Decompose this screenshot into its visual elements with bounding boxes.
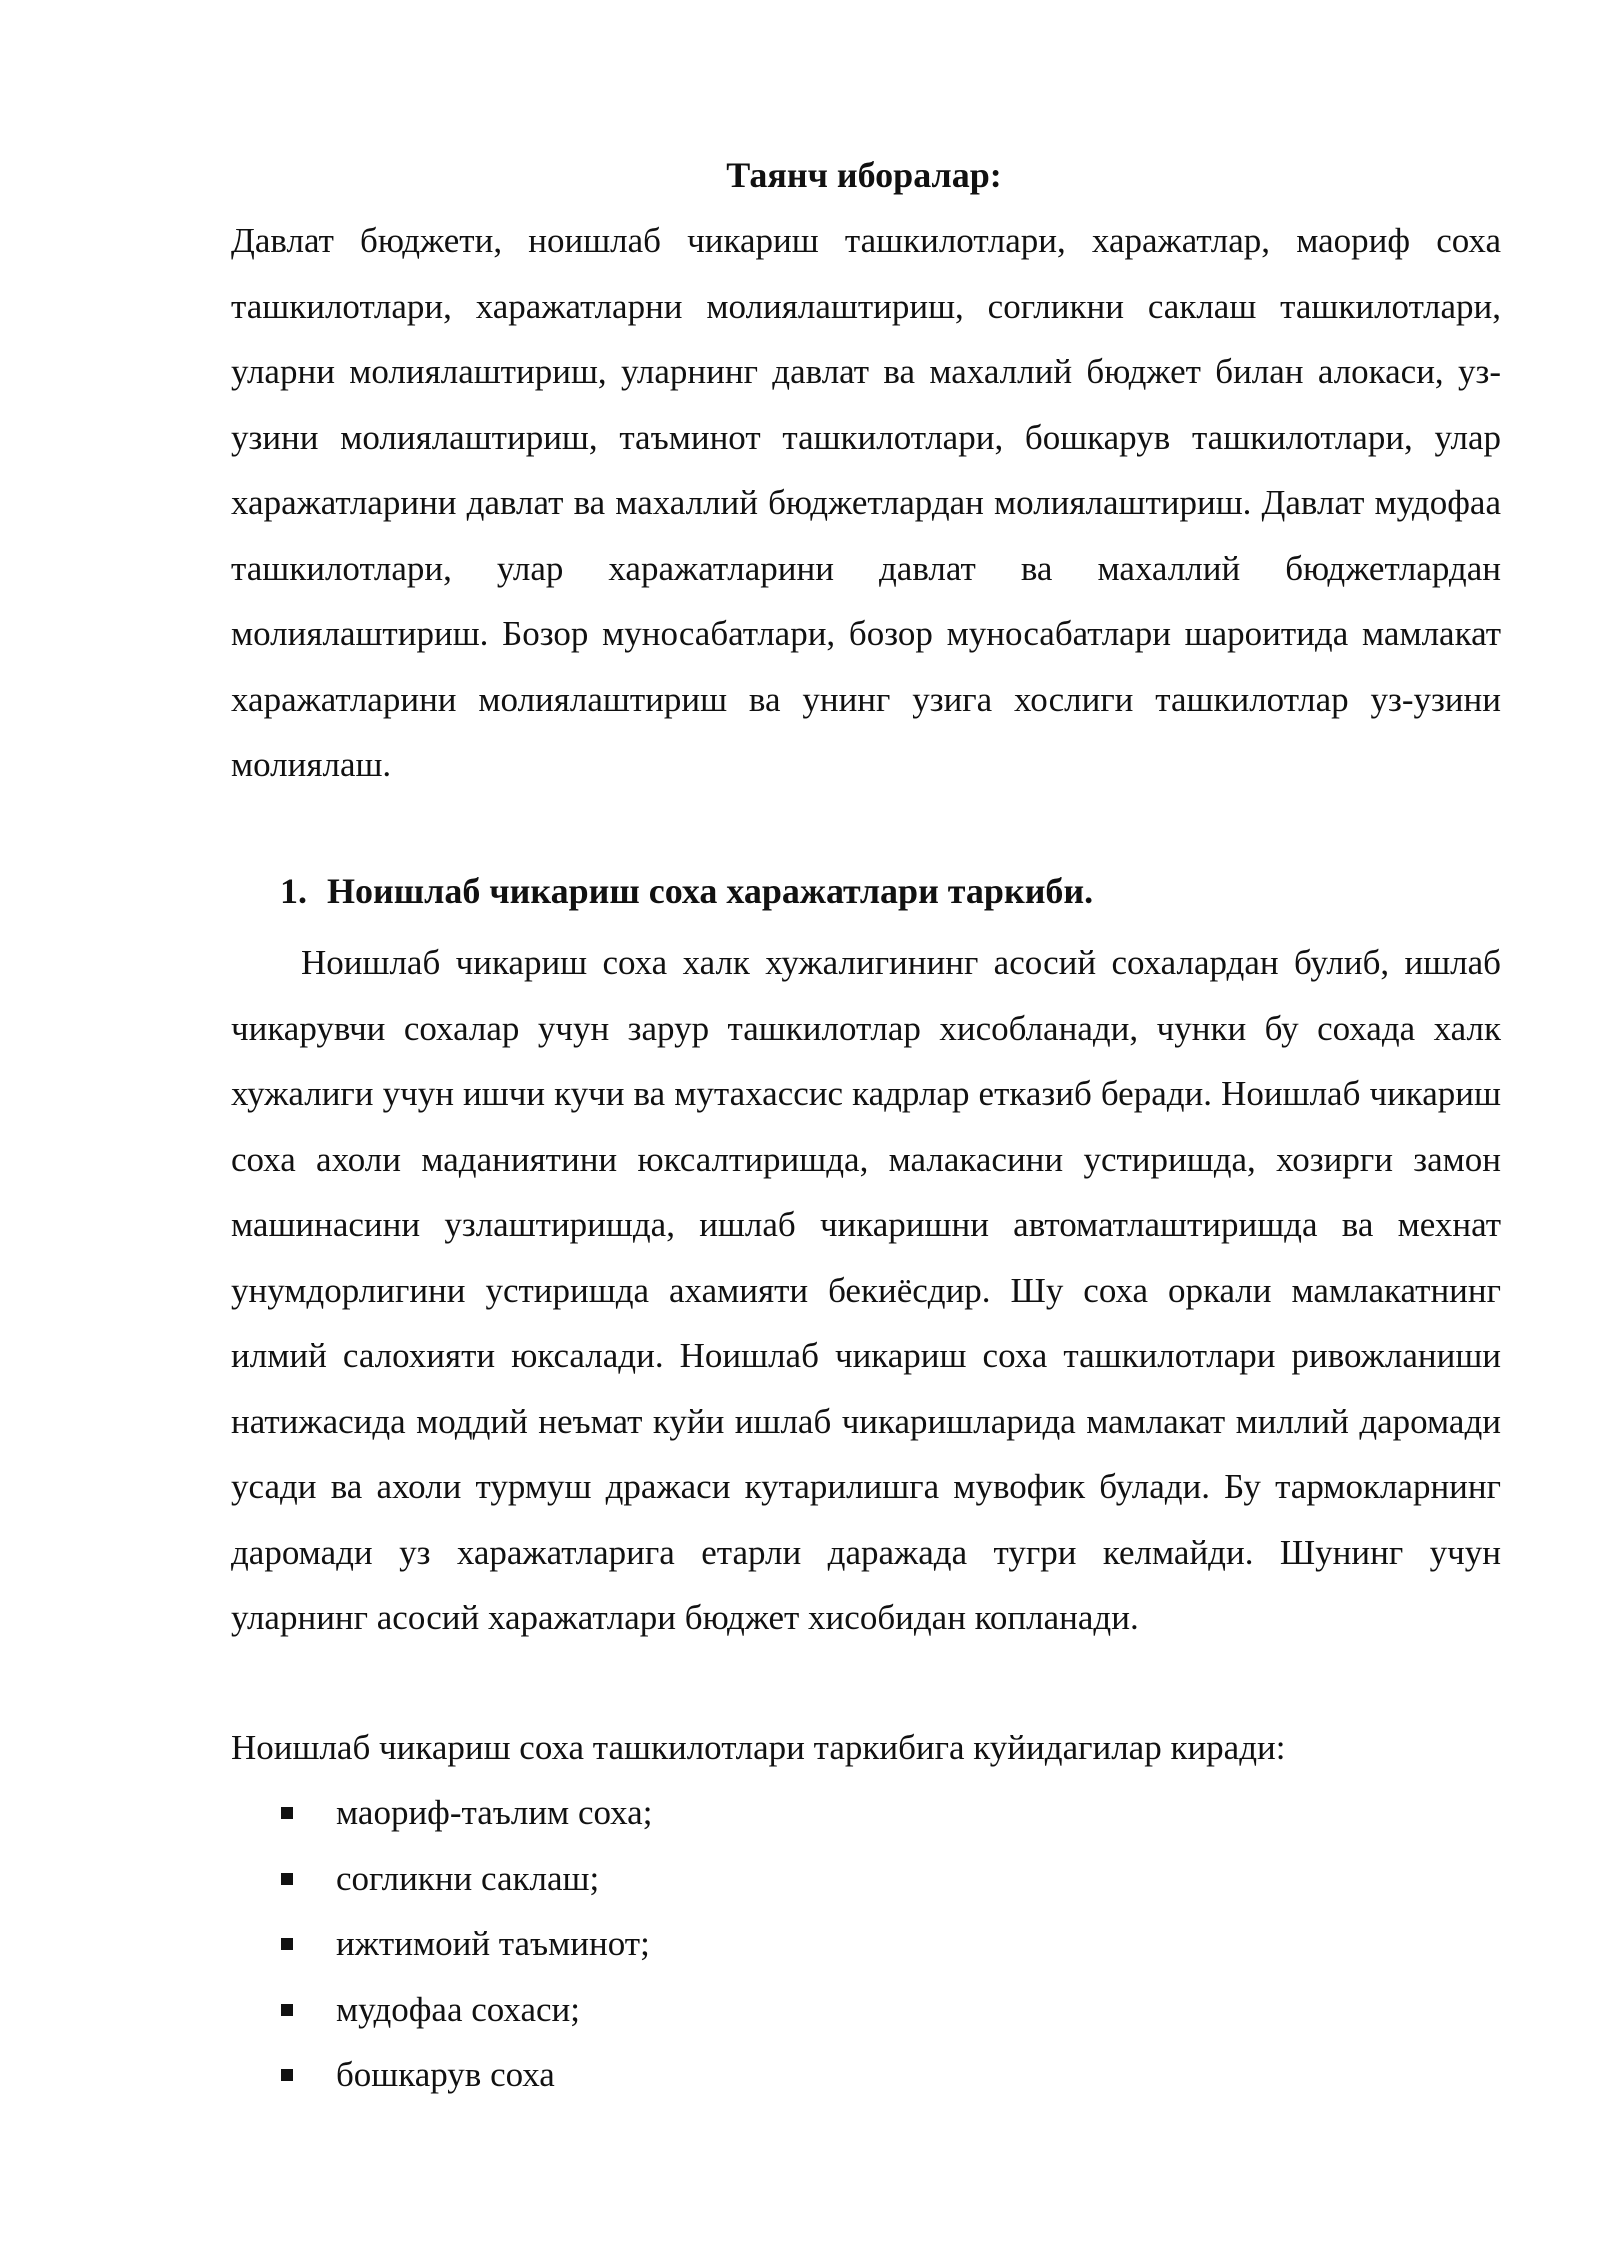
intro-paragraph: Давлат бюджети, ноишлаб чикариш ташкилотлари, харажатлар, маориф соха ташкилотлари, харажатларни молиялаштириш, согликни саклаш ташкилотлари, уларни молиялаштириш, уларнинг давлат ва махаллий бюджет билан алокаси, уз-узини молиялаштириш, таъминот ташкилотлари, бошкарув ташкилотлари, улар харажатларини давлат ва махаллий бюджетлардан молиялаштириш. Давлат мудофаа ташкилотлари, улар харажатларини давлат ва махаллий бюджетлардан молиялаштириш. Бозор муносабатлари, бозор муносабатлари шароитида мамлакат харажатларини молиялаштириш ва унинг узига хослиги ташкилотлар уз-узини молиялаш.: [231, 221, 1501, 784]
list-item-text: мудофаа сохаси;: [336, 1989, 580, 2029]
list-lead: Ноишлаб чикариш соха ташкилотлари таркибига куйидагилар киради:: [231, 1728, 1286, 1767]
square-bullet-icon: [281, 1873, 293, 1885]
section-paragraph: Ноишлаб чикариш соха халк хужалигининг асосий сохалардан булиб, ишлаб чикарувчи сохалар учун зарур ташкилотлар хисобланади, чунки бу сохада халк хужалиги учун ишчи кучи ва мутахассис кадрлар етказиб беради. Ноишлаб чикариш соха ахоли маданиятини юксалтиришда, малакасини устиришда, хозирги замон машинасини узлаштиришда, ишлаб чикаришни автоматлаштиришда ва мехнат унумдорлигини устиришда ахамияти бекиёсдир. Шу соха оркали мамлакатнинг илмий салохияти юксалади. Ноишлаб чикариш соха ташкилотлари ривожланиши натижасида моддий неъмат куйи ишлаб чикаришларида мамлакат миллий даромади усади ва ахоли турмуш дражаси кутарилишга мувофик булади. Бу тармокларнинг даромади уз харажатларига етарли даражада тугри келмайди. Шунинг учун уларнинг асосий харажатлари бюджет хисобидан копланади.: [231, 943, 1501, 1637]
square-bullet-icon: [281, 2069, 293, 2081]
list-item-text: бошкарув соха: [336, 2055, 555, 2094]
section-heading-text: Ноишлаб чикариш соха харажатлари таркиби.: [327, 871, 1094, 911]
square-bullet-icon: [281, 1938, 293, 1950]
square-bullet-icon: [281, 2004, 293, 2016]
section-heading: [280, 866, 1093, 916]
list-item-text: маориф-таълим соха;: [336, 1793, 653, 1832]
list-item-text: ижтимоий таъминот;: [336, 1924, 650, 1963]
list-item-text: согликни саклаш;: [336, 1858, 600, 1898]
page-title: Таянч иборалар:: [726, 155, 1002, 195]
square-bullet-icon: [281, 1807, 293, 1819]
section-number: 1.: [280, 871, 307, 911]
